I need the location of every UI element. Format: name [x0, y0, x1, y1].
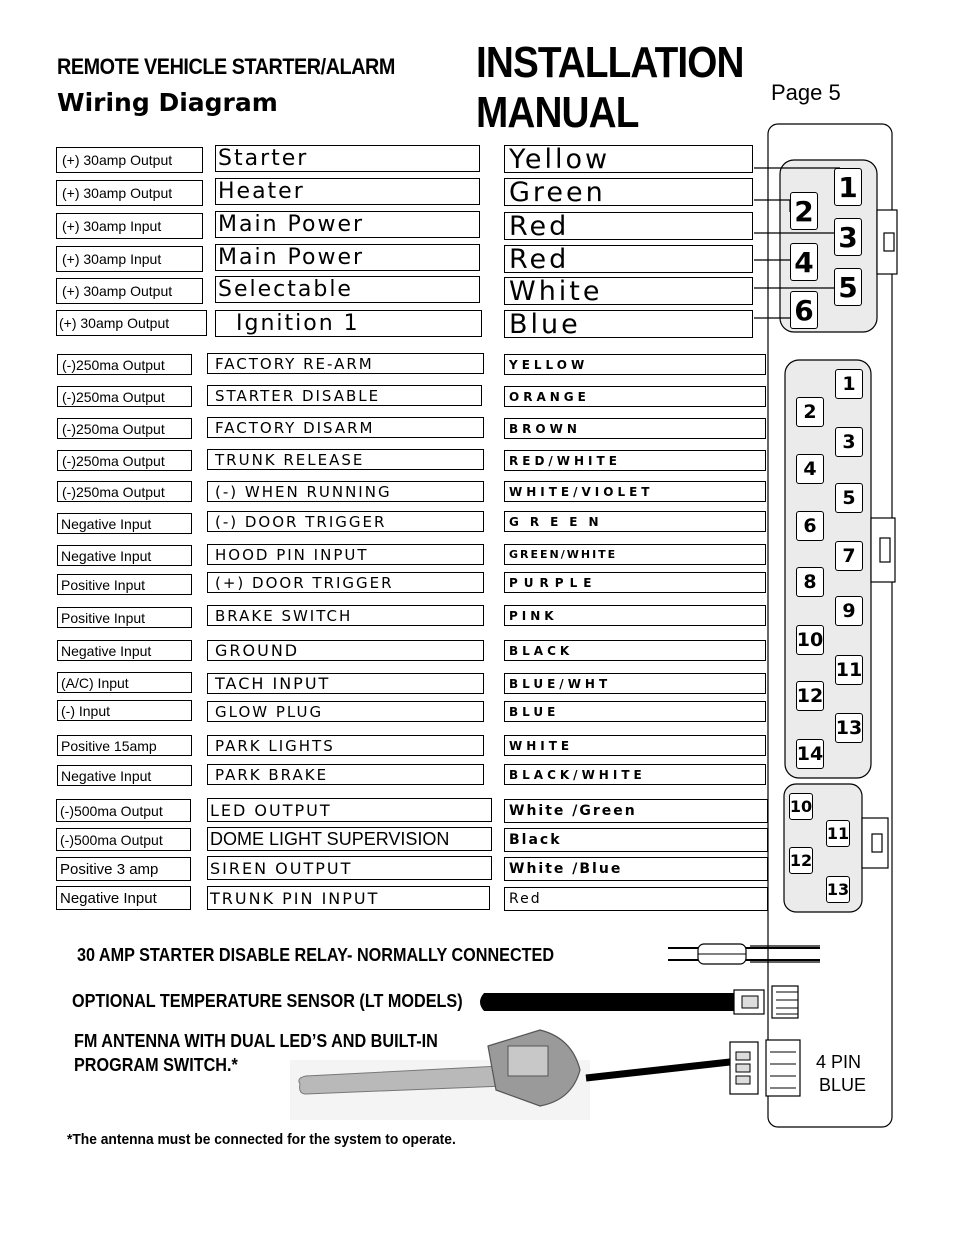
- connector-pin: 11: [826, 820, 850, 847]
- plug-label-line1: 4 PIN: [816, 1052, 862, 1072]
- wire-type-label: Negative Input: [56, 886, 191, 910]
- connector-pin: 10: [789, 793, 813, 820]
- wire-color-label: White /Blue: [504, 857, 768, 881]
- wire-function-label: FACTORY RE-ARM: [207, 353, 484, 374]
- antenna-label-line2: PROGRAM SWITCH.*: [74, 1055, 238, 1075]
- wire-type-label: Positive Input: [57, 574, 192, 595]
- wire-function-label: STARTER DISABLE: [207, 385, 482, 406]
- wire-function-label: (+) DOOR TRIGGER: [207, 572, 484, 593]
- wire-color-label: Black: [504, 828, 768, 852]
- wire-type-label: (+) 30amp Output: [56, 310, 207, 336]
- wire-type-label: (-)250ma Output: [57, 386, 192, 407]
- wire-color-label: BLACK: [504, 640, 766, 661]
- connector-pin: 9: [835, 596, 863, 626]
- wire-type-label: Negative Input: [57, 545, 192, 566]
- antenna-footnote: *The antenna must be connected for the system to operate.: [67, 1131, 456, 1148]
- antenna-cable: [586, 1062, 730, 1078]
- wire-color-label: Red: [504, 887, 768, 911]
- wire-function-label: TRUNK RELEASE: [207, 449, 484, 470]
- page-number: Page 5: [771, 80, 841, 105]
- wire-function-label: Selectable: [215, 276, 480, 303]
- wire-type-label: (-)500ma Output: [56, 828, 191, 851]
- wire-color-label: WHITE: [504, 735, 766, 756]
- wire-color-label: White: [504, 277, 753, 305]
- wire-color-label: YELLOW: [504, 354, 766, 375]
- connector-pin: 5: [835, 483, 863, 513]
- wire-type-label: Positive Input: [57, 607, 192, 628]
- wire-type-label: (-) Input: [57, 700, 192, 721]
- wire-color-label: ORANGE: [504, 386, 766, 407]
- connector-pin: 13: [826, 876, 850, 903]
- wire-color-label: Blue: [504, 310, 753, 338]
- wire-type-label: (-)500ma Output: [56, 799, 191, 822]
- wire-color-label: BROWN: [504, 418, 766, 439]
- wire-type-label: (+) 30amp Output: [56, 180, 203, 206]
- wire-function-label: Ignition 1: [215, 310, 482, 337]
- wire-type-label: Positive 3 amp: [56, 857, 191, 881]
- product-heading: REMOTE VEHICLE STARTER/ALARM: [57, 54, 395, 79]
- wire-color-label: GREEN: [504, 511, 766, 532]
- wire-type-label: (-)250ma Output: [57, 450, 192, 471]
- connector-pin: 6: [790, 291, 818, 329]
- wire-color-label: PURPLE: [504, 572, 766, 593]
- wire-function-label: DOME LIGHT SUPERVISION: [207, 827, 492, 851]
- connector-pin: 8: [796, 567, 824, 597]
- wire-color-label: BLUE/WHT: [504, 673, 766, 694]
- wire-type-label: (+) 30amp Input: [56, 246, 203, 272]
- wire-function-label: (-) WHEN RUNNING: [207, 481, 484, 502]
- wire-function-label: FACTORY DISARM: [207, 417, 484, 438]
- wire-function-label: GROUND: [207, 640, 484, 661]
- wire-color-label: White /Green: [504, 799, 768, 823]
- wire-color-label: Red: [504, 212, 753, 240]
- wire-type-label: (-)250ma Output: [57, 354, 192, 375]
- connector-pin: 4: [790, 243, 818, 281]
- wire-color-label: Green: [504, 178, 753, 206]
- antenna-label-line1: FM ANTENNA WITH DUAL LED’S AND BUILT-IN: [74, 1031, 438, 1051]
- connector-pin: 10: [796, 625, 824, 655]
- connector-pin: 3: [835, 427, 863, 457]
- wire-type-label: (+) 30amp Input: [56, 213, 203, 239]
- wire-color-label: Yellow: [504, 145, 753, 173]
- wire-type-label: Negative Input: [57, 765, 192, 786]
- wire-type-label: Positive 15amp: [57, 735, 192, 756]
- wire-function-label: Main Power: [215, 244, 480, 271]
- wire-type-label: (-)250ma Output: [57, 481, 192, 502]
- connector-pin: 2: [796, 397, 824, 427]
- plug-label-line2: BLUE: [819, 1075, 867, 1095]
- connector-pin: 5: [834, 268, 862, 306]
- wire-function-label: PARK BRAKE: [207, 764, 484, 785]
- connector-pin: 14: [796, 739, 824, 769]
- wire-color-label: GREEN/WHITE: [504, 544, 766, 565]
- wire-function-label: TRUNK PIN INPUT: [207, 886, 490, 910]
- wire-color-label: BLUE: [504, 701, 766, 722]
- wire-function-label: Starter: [215, 145, 480, 172]
- connector-pin: 12: [789, 847, 813, 874]
- connector-pin: 12: [796, 681, 824, 711]
- connector-pin: 7: [835, 541, 863, 571]
- connector-pin: 13: [835, 713, 863, 743]
- wire-function-label: PARK LIGHTS: [207, 735, 484, 756]
- wire-type-label: (+) 30amp Output: [56, 278, 203, 304]
- wire-function-label: Heater: [215, 178, 480, 205]
- wire-function-label: LED OUTPUT: [207, 798, 492, 822]
- wire-color-label: WHITE/VIOLET: [504, 481, 766, 502]
- page-title: INSTALLATION MANUAL: [476, 38, 744, 137]
- wire-function-label: Main Power: [215, 211, 480, 238]
- wire-type-label: (+) 30amp Output: [56, 147, 203, 173]
- temperature-sensor-cable: [480, 993, 734, 1011]
- relay-label: 30 AMP STARTER DISABLE RELAY- NORMALLY CONNECTED: [77, 945, 555, 965]
- wire-color-label: Red: [504, 245, 753, 273]
- wire-function-label: TACH INPUT: [207, 673, 484, 694]
- wire-color-label: RED/WHITE: [504, 450, 766, 471]
- wire-function-label: (-) DOOR TRIGGER: [207, 511, 484, 532]
- connector-pin: 2: [790, 192, 818, 230]
- wire-type-label: (A/C) Input: [57, 672, 192, 693]
- connector-pin: 1: [835, 369, 863, 399]
- connector-pin: 3: [834, 218, 862, 256]
- wire-color-label: BLACK/WHITE: [504, 764, 766, 785]
- temperature-sensor-label: OPTIONAL TEMPERATURE SENSOR (LT MODELS): [72, 991, 463, 1011]
- section-heading: Wiring Diagram: [57, 88, 278, 117]
- connector-pin: 6: [796, 511, 824, 541]
- wire-type-label: Negative Input: [57, 513, 192, 534]
- connector-pin: 4: [796, 454, 824, 484]
- connector-pin: 1: [834, 168, 862, 206]
- wire-function-label: HOOD PIN INPUT: [207, 544, 484, 565]
- wire-type-label: Negative Input: [57, 640, 192, 661]
- wire-function-label: GLOW PLUG: [207, 701, 484, 722]
- wire-function-label: SIREN OUTPUT: [207, 856, 492, 880]
- wire-function-label: BRAKE SWITCH: [207, 605, 484, 626]
- wire-type-label: (-)250ma Output: [57, 418, 192, 439]
- connector-pin: 11: [835, 655, 863, 685]
- wire-color-label: PINK: [504, 605, 766, 626]
